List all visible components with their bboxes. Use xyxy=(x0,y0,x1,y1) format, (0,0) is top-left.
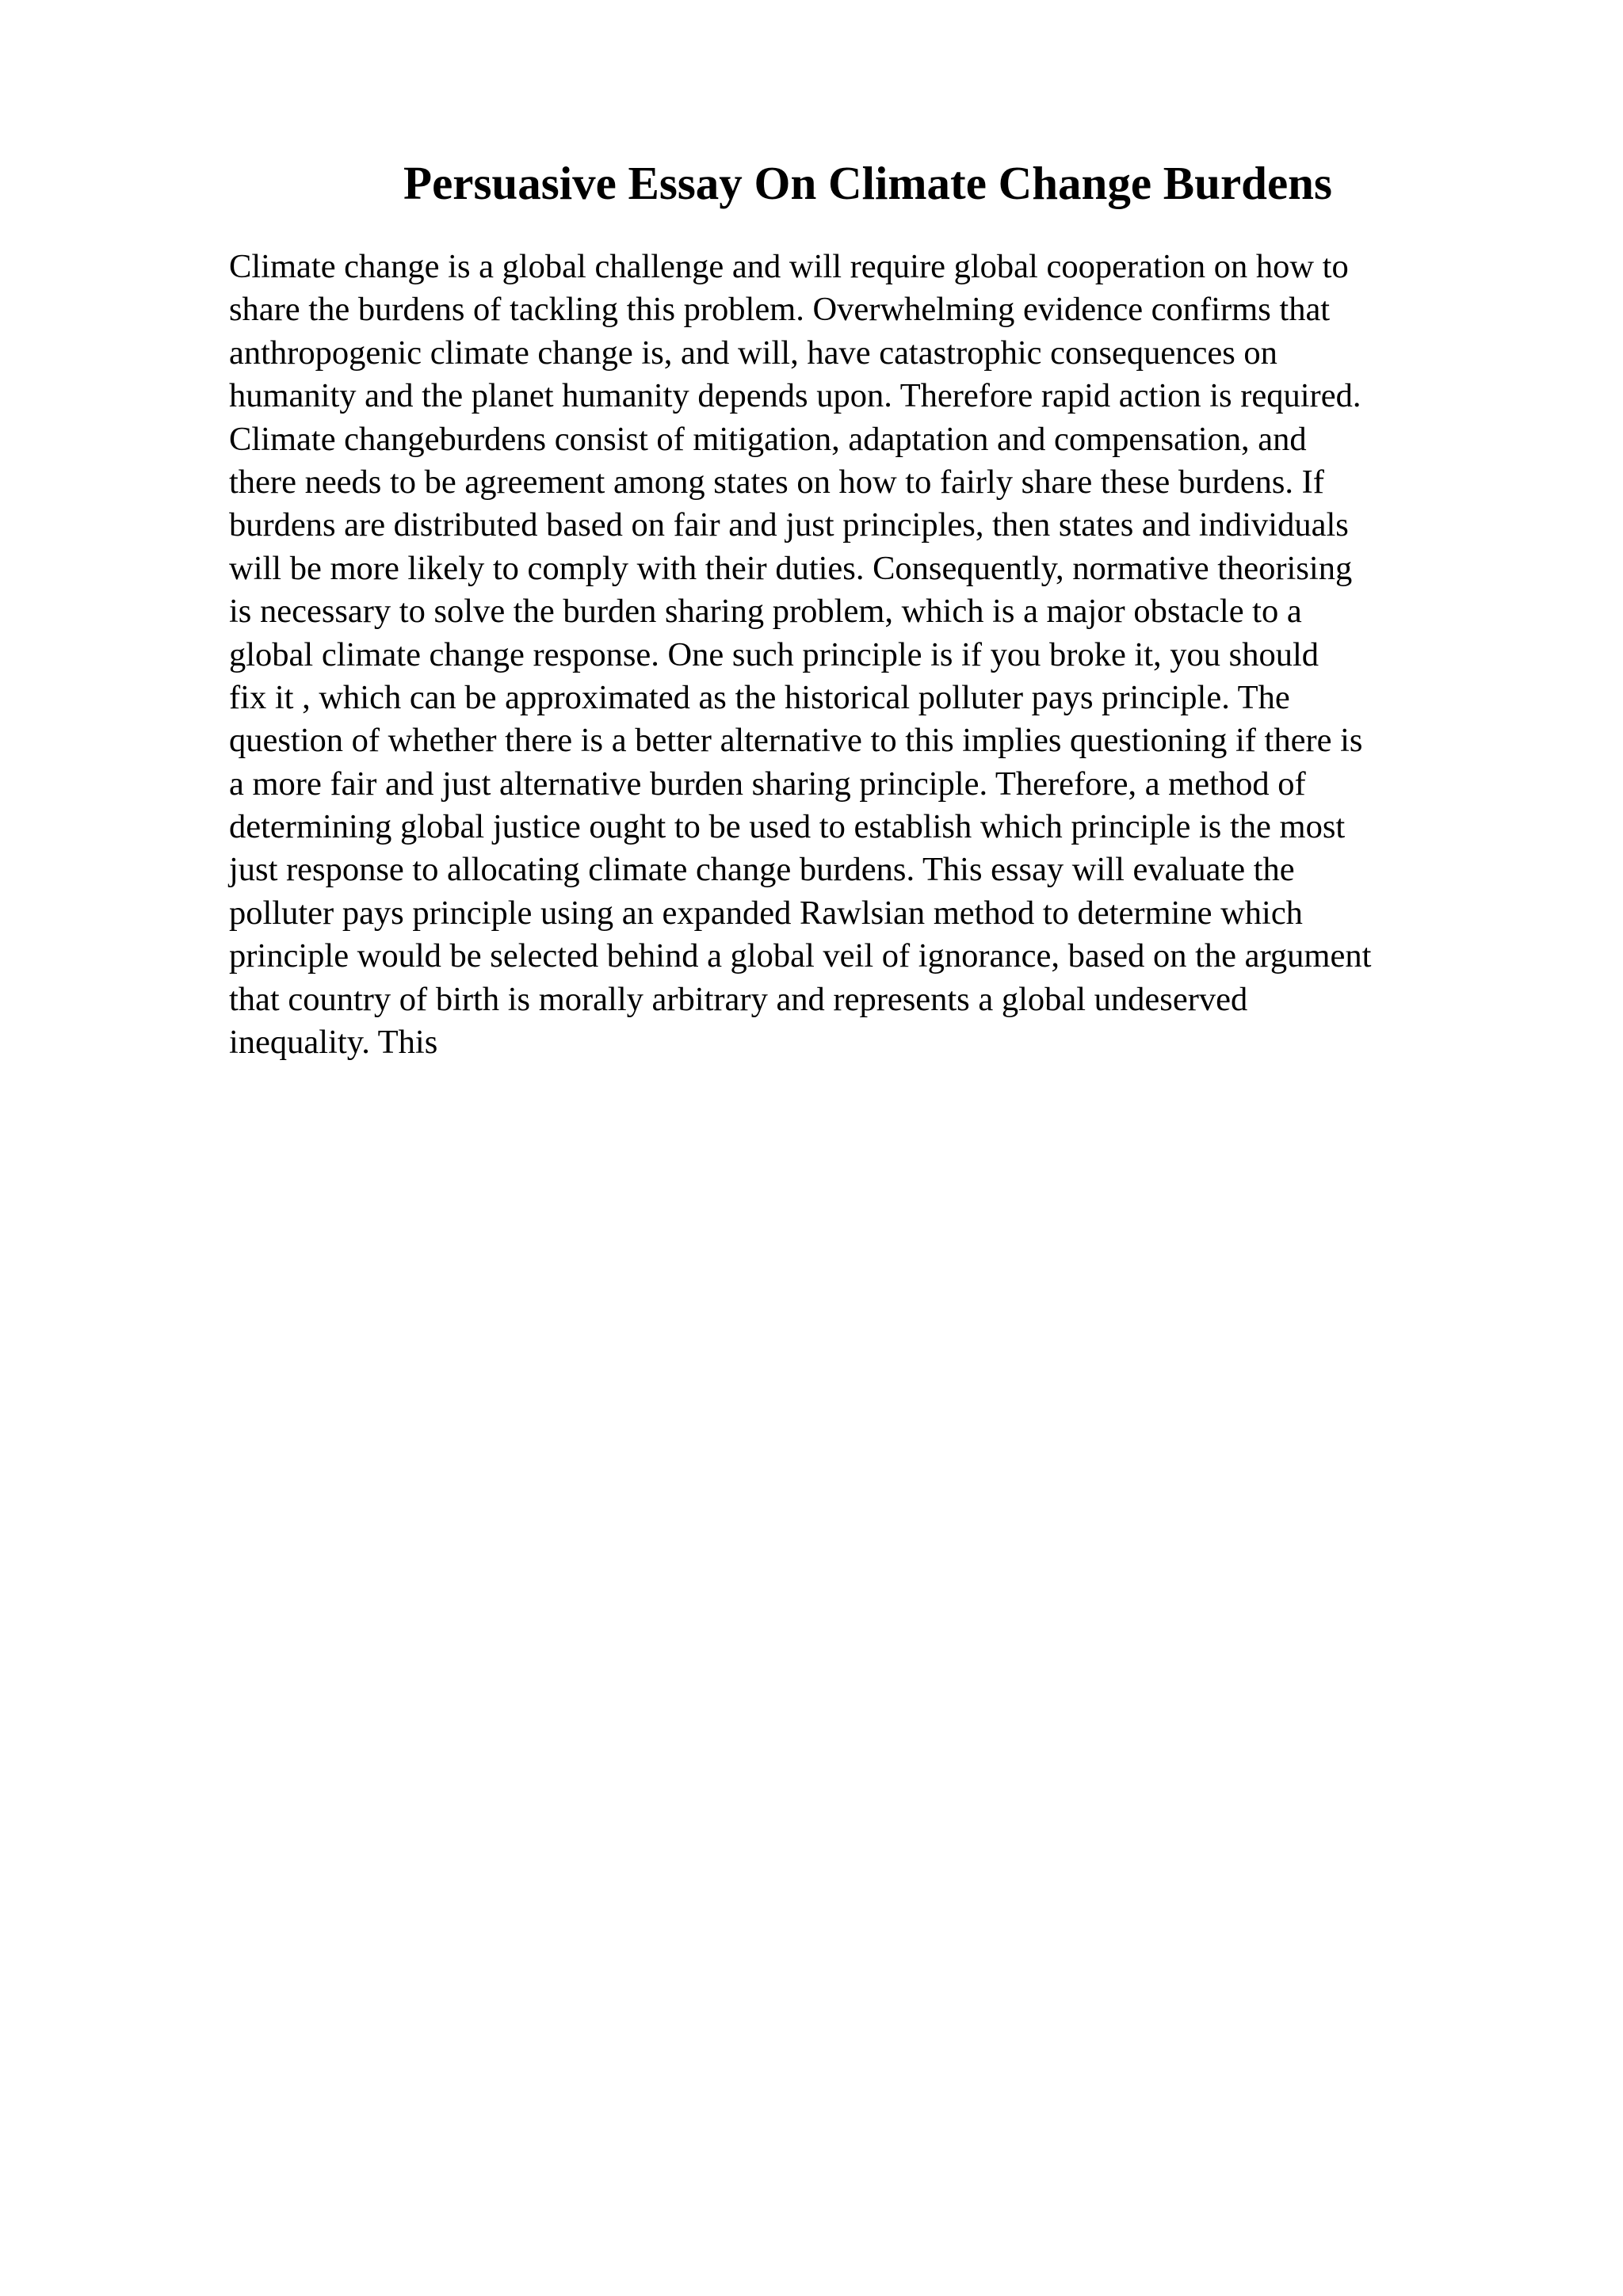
essay-line: there needs to be agreement among states on how to fairly share these burdens. If xyxy=(229,463,1324,501)
essay-line: that country of birth is morally arbitrary and represents a global undeserved xyxy=(229,980,1248,1018)
essay-line: fix it , which can be approximated as the historical polluter pays principle. The xyxy=(229,678,1290,716)
essay-line: anthropogenic climate change is, and will, have catastrophic consequences on xyxy=(229,334,1277,372)
essay-line: inequality. This xyxy=(229,1024,438,1062)
essay-line: just response to allocating climate change burdens. This essay will evaluate the xyxy=(229,851,1295,889)
essay-line: Climate change is a global challenge and will require global cooperation on how to xyxy=(229,248,1349,285)
document-title: Persuasive Essay On Climate Change Burdens xyxy=(403,157,1332,209)
essay-line: polluter pays principle using an expanded Rawlsian method to determine which xyxy=(229,894,1303,932)
essay-line: global climate change response. One such principle is if you broke it, you should xyxy=(229,635,1319,673)
essay-line: will be more likely to comply with their duties. Consequently, normative theorising xyxy=(229,549,1353,587)
essay-line: principle would be selected behind a global veil of ignorance, based on the argument xyxy=(229,937,1372,975)
essay-line: burdens are distributed based on fair and just principles, then states and individuals xyxy=(229,506,1349,544)
essay-line: humanity and the planet humanity depends upon. Therefore rapid action is required. xyxy=(229,377,1361,415)
essay-line: determining global justice ought to be used to establish which principle is the most xyxy=(229,808,1346,846)
essay-line: share the burdens of tackling this problem. Overwhelming evidence confirms that xyxy=(229,291,1331,329)
essay-line: question of whether there is a better alternative to this implies questioning if there is xyxy=(229,722,1363,760)
essay-line: Climate changeburdens consist of mitigation, adaptation and compensation, and xyxy=(229,420,1307,458)
essay-line: a more fair and just alternative burden sharing principle. Therefore, a method of xyxy=(229,765,1306,803)
essay-line: is necessary to solve the burden sharing problem, which is a major obstacle to a xyxy=(229,593,1302,631)
essay-body xyxy=(229,246,1529,1064)
